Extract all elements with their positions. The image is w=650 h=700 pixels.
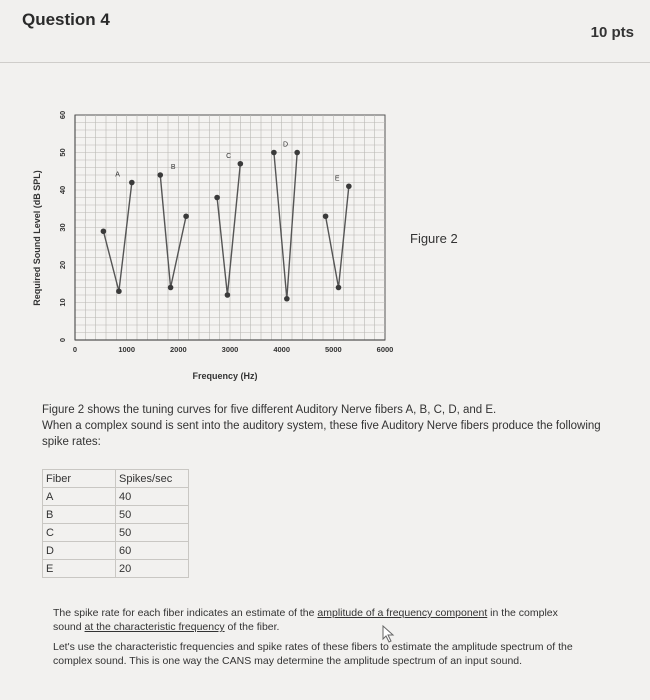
data-point-A	[116, 288, 122, 294]
chart-grid	[75, 115, 385, 340]
tuning-curve-chart	[0, 63, 650, 393]
fiber-cell: C	[43, 524, 116, 542]
table-row	[43, 560, 189, 578]
table-row	[43, 542, 189, 560]
data-point-D	[294, 150, 300, 156]
x-tick-label: 5000	[324, 345, 342, 354]
table-row	[43, 524, 189, 542]
header-fiber: Fiber	[43, 470, 116, 488]
curve-label-A: A	[115, 171, 120, 179]
y-tick-label: 0	[58, 337, 67, 343]
p3-part-b: in the complex sound	[53, 607, 558, 633]
spikes-cell: 60	[116, 542, 189, 560]
spikes-cell: 20	[116, 560, 189, 578]
x-tick-label: 6000	[376, 345, 394, 354]
figure-description: Figure 2 shows the tuning curves for five different Auditory Nerve fibers A, B, C, D, and E.	[42, 404, 497, 416]
data-point-E	[336, 285, 342, 291]
p3-part-c: of the fiber.	[224, 621, 280, 633]
figure-label: Figure 2	[410, 231, 458, 246]
y-tick-label: 60	[58, 110, 67, 120]
curve-label-D: D	[283, 141, 289, 149]
spike-rate-explanation	[53, 606, 583, 634]
x-tick-label: 2000	[169, 345, 187, 354]
y-tick-label: 50	[58, 148, 67, 157]
p3-underline-2: at the characteristic frequency	[84, 621, 225, 633]
x-axis-label: Frequency (Hz)	[192, 371, 258, 381]
header-spikes: Spikes/sec	[116, 470, 189, 488]
p3-part-a: The spike rate for each fiber indicates an estimate of the	[53, 607, 318, 619]
spikes-cell: 50	[116, 506, 189, 524]
data-point-C	[225, 292, 231, 298]
data-point-C	[214, 195, 220, 201]
spikes-cell: 40	[116, 488, 189, 506]
question-title: Question 4	[22, 10, 110, 29]
x-tick-label: 4000	[273, 345, 291, 354]
fiber-cell: B	[43, 506, 116, 524]
p3-underline-1: amplitude of a frequency component	[317, 607, 488, 619]
fiber-cell: A	[43, 488, 116, 506]
data-point-D	[271, 150, 277, 156]
curve-label-C: C	[226, 152, 232, 160]
data-point-C	[238, 161, 244, 167]
table-row	[43, 488, 189, 506]
y-tick-label: 40	[58, 185, 67, 195]
fiber-cell: D	[43, 542, 116, 560]
table-header-row	[43, 470, 189, 488]
data-point-E	[346, 183, 352, 189]
data-point-E	[323, 213, 329, 219]
y-tick-label: 10	[58, 298, 67, 307]
y-tick-label: 20	[58, 260, 67, 270]
x-tick-label: 1000	[118, 345, 136, 354]
spikes-cell: 50	[116, 524, 189, 542]
curve-label-B: B	[170, 164, 176, 171]
x-tick-label: 3000	[221, 345, 239, 354]
data-point-B	[168, 285, 174, 291]
y-axis-label: Required Sound Level (dB SPL)	[32, 170, 42, 306]
question-content	[0, 63, 650, 700]
data-point-D	[284, 296, 290, 302]
question-points: 10 pts	[590, 24, 634, 41]
data-point-B	[183, 213, 189, 219]
amplitude-spectrum-instruction: Let's use the characteristic frequencies and spike rates of these fibers to estimate the amplitude spectrum of the complex sound. This is one way the CANS may determine the amplitude spectrum of an input sound.	[53, 641, 573, 667]
fiber-cell: E	[43, 560, 116, 578]
x-tick-label: 0	[72, 345, 78, 354]
curve-label-E: E	[334, 175, 340, 183]
complex-sound-description: When a complex sound is sent into the auditory system, these five Auditory Nerve fibers produce the following spike rates:	[42, 420, 601, 448]
data-point-B	[157, 172, 163, 178]
spike-rate-table	[42, 469, 189, 578]
question-header	[0, 0, 650, 63]
table-row	[43, 506, 189, 524]
data-point-A	[101, 228, 107, 234]
data-point-A	[129, 180, 135, 186]
y-tick-label: 30	[58, 223, 67, 232]
